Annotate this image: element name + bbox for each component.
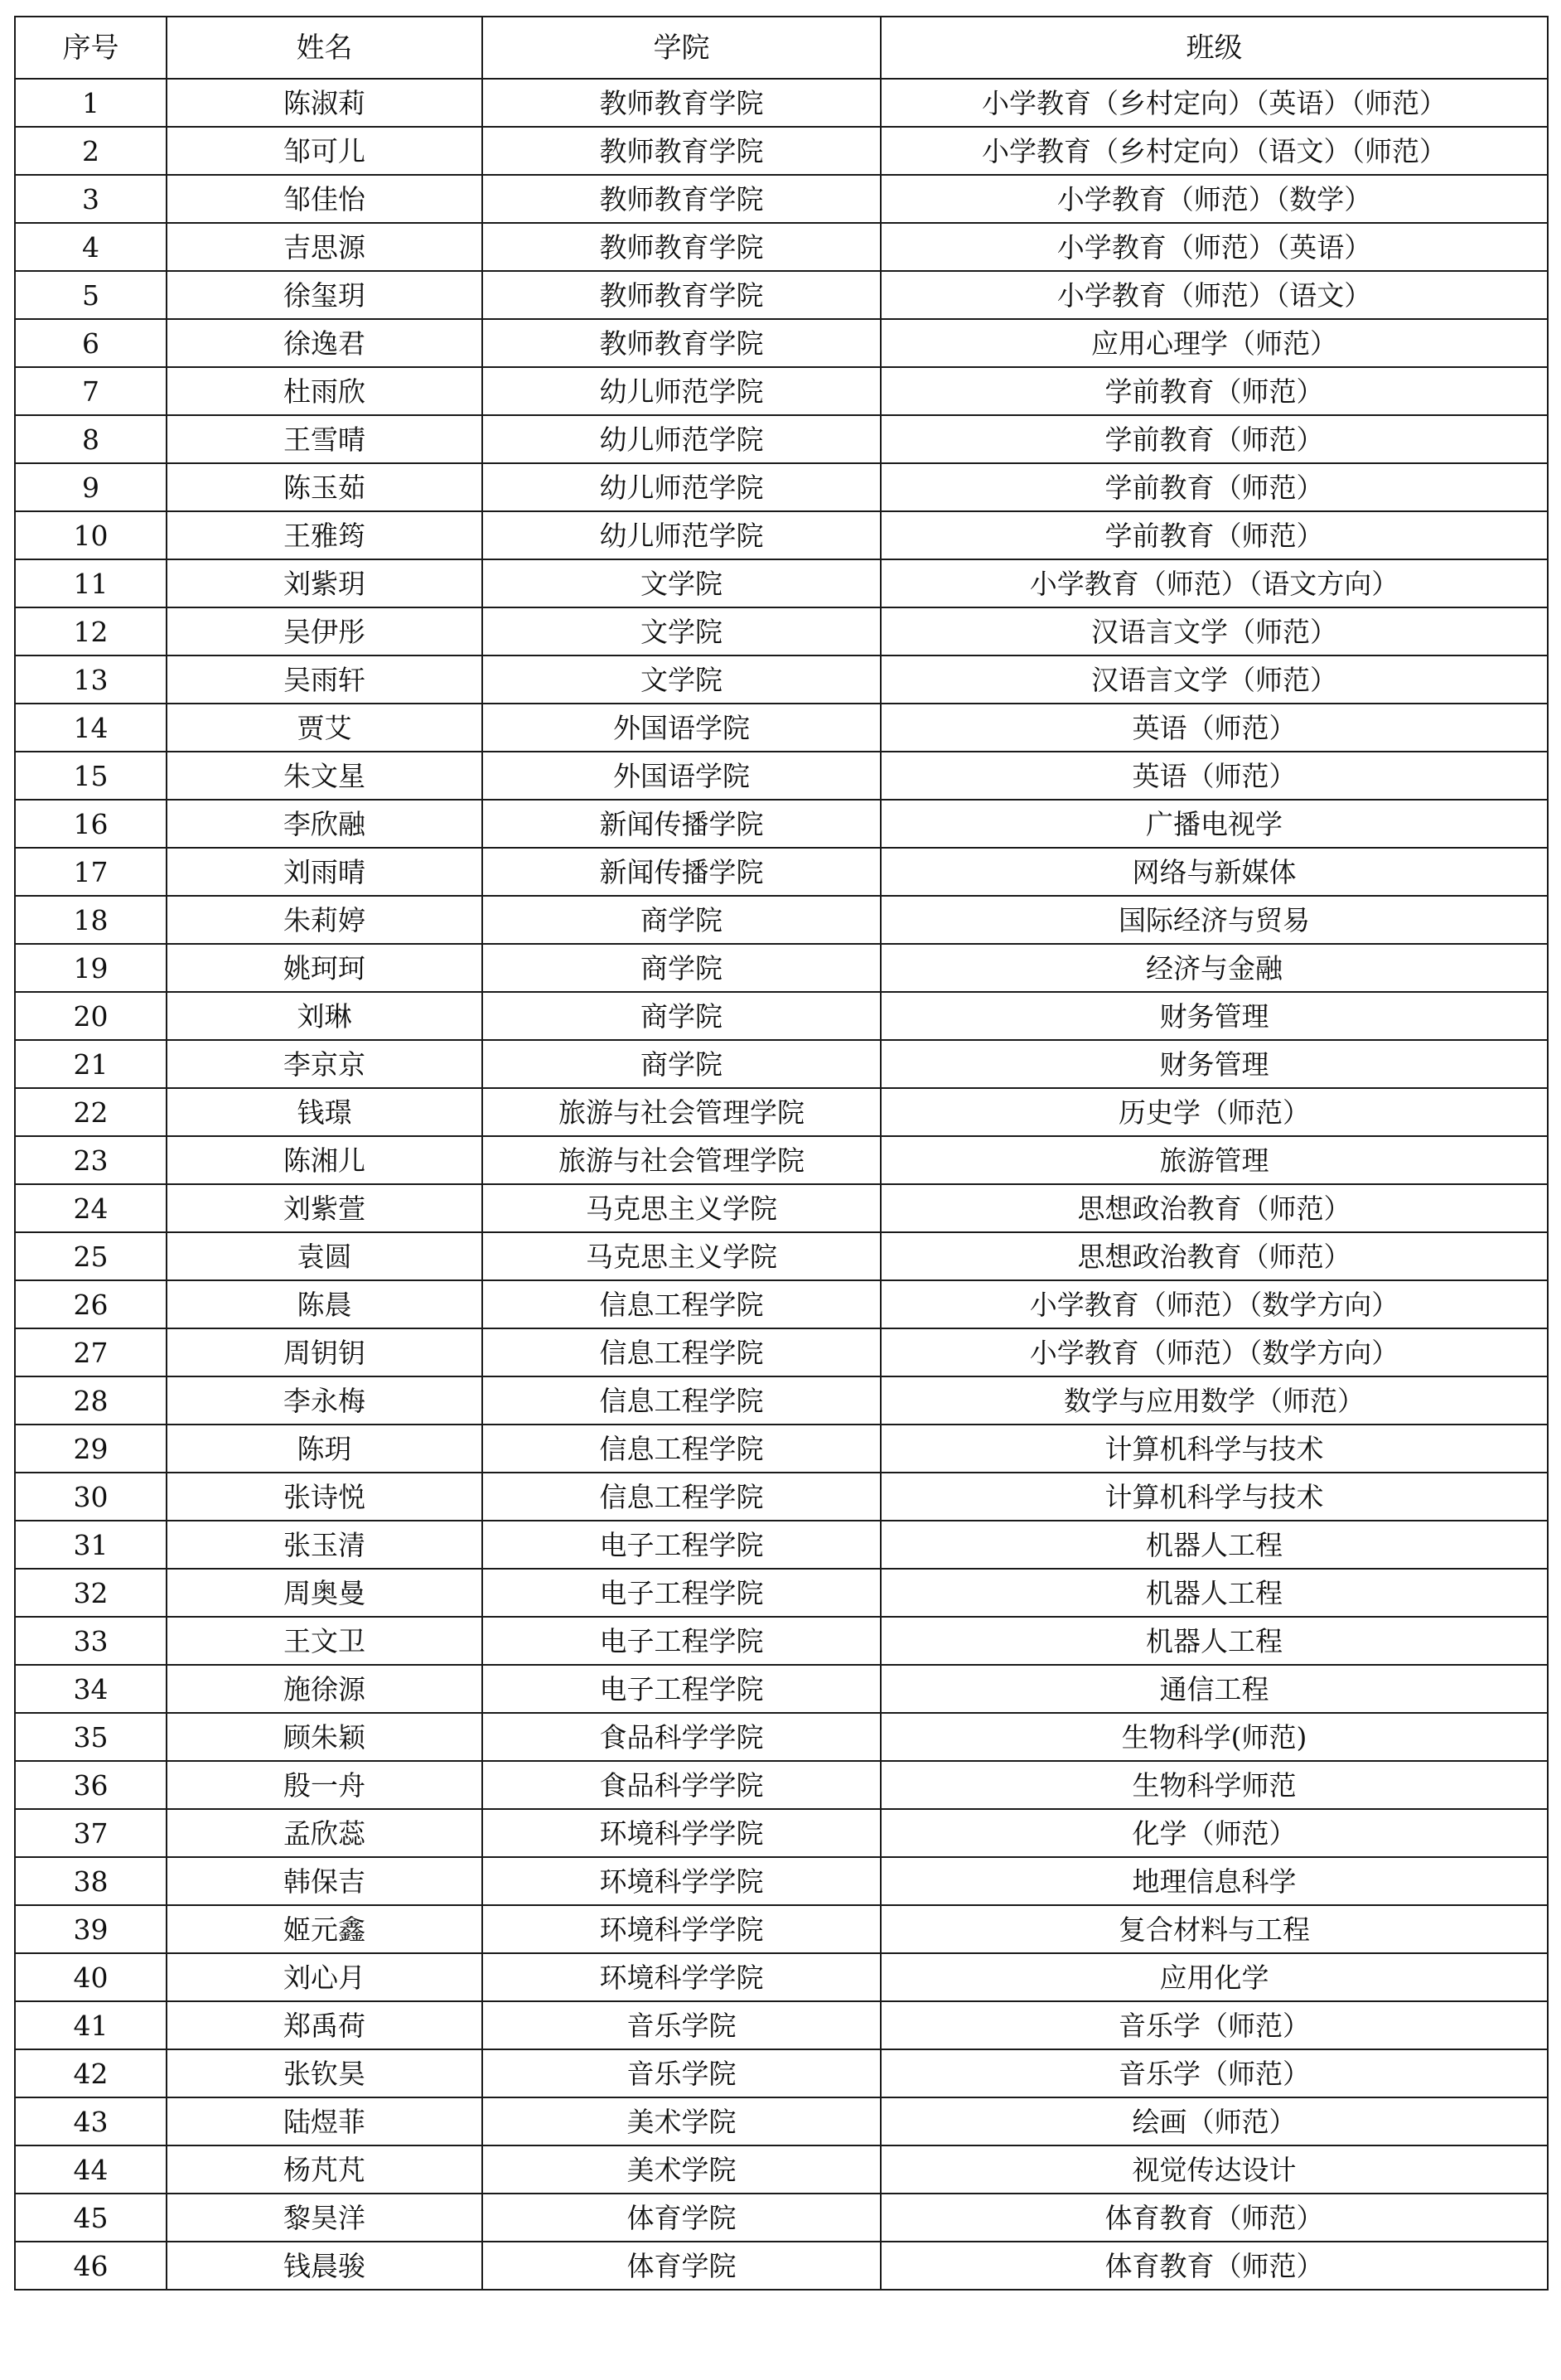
cell-name: 刘雨晴 [167, 848, 482, 896]
cell-name: 王文卫 [167, 1617, 482, 1665]
cell-index: 29 [15, 1425, 167, 1473]
cell-class: 小学教育（乡村定向）（英语）（师范） [881, 79, 1548, 127]
table-row [15, 1857, 1548, 1905]
cell-name: 周奥曼 [167, 1569, 482, 1617]
cell-index: 3 [15, 175, 167, 223]
cell-class: 化学（师范） [881, 1809, 1548, 1857]
cell-college: 商学院 [482, 992, 881, 1040]
cell-class: 学前教育（师范） [881, 463, 1548, 511]
cell-college: 信息工程学院 [482, 1328, 881, 1376]
cell-index: 25 [15, 1232, 167, 1280]
table-row [15, 511, 1548, 559]
cell-name: 陈晨 [167, 1280, 482, 1328]
header-name: 姓名 [167, 17, 482, 79]
table-row [15, 175, 1548, 223]
header-row [15, 17, 1548, 79]
cell-class: 学前教育（师范） [881, 511, 1548, 559]
header-index: 序号 [15, 17, 167, 79]
cell-name: 施徐源 [167, 1665, 482, 1713]
cell-college: 信息工程学院 [482, 1425, 881, 1473]
cell-college: 电子工程学院 [482, 1569, 881, 1617]
cell-name: 徐逸君 [167, 319, 482, 367]
cell-college: 马克思主义学院 [482, 1232, 881, 1280]
cell-class: 通信工程 [881, 1665, 1548, 1713]
cell-index: 6 [15, 319, 167, 367]
cell-class: 地理信息科学 [881, 1857, 1548, 1905]
cell-index: 40 [15, 1953, 167, 2001]
cell-college: 美术学院 [482, 2097, 881, 2145]
cell-name: 陈玉茹 [167, 463, 482, 511]
cell-class: 绘画（师范） [881, 2097, 1548, 2145]
table-row [15, 992, 1548, 1040]
cell-class: 广播电视学 [881, 800, 1548, 848]
cell-college: 幼儿师范学院 [482, 511, 881, 559]
cell-college: 旅游与社会管理学院 [482, 1136, 881, 1184]
table-row [15, 704, 1548, 752]
cell-name: 朱文星 [167, 752, 482, 800]
cell-name: 韩保吉 [167, 1857, 482, 1905]
cell-index: 35 [15, 1713, 167, 1761]
cell-index: 41 [15, 2001, 167, 2049]
cell-class: 小学教育（师范）（语文方向） [881, 559, 1548, 607]
cell-college: 信息工程学院 [482, 1376, 881, 1425]
cell-index: 26 [15, 1280, 167, 1328]
cell-class: 视觉传达设计 [881, 2145, 1548, 2194]
cell-index: 34 [15, 1665, 167, 1713]
cell-index: 17 [15, 848, 167, 896]
cell-index: 43 [15, 2097, 167, 2145]
cell-name: 徐玺玥 [167, 271, 482, 319]
cell-class: 英语（师范） [881, 704, 1548, 752]
cell-class: 音乐学（师范） [881, 2001, 1548, 2049]
cell-index: 20 [15, 992, 167, 1040]
table-row [15, 271, 1548, 319]
cell-class: 体育教育（师范） [881, 2242, 1548, 2290]
table-row [15, 1761, 1548, 1809]
cell-college: 信息工程学院 [482, 1280, 881, 1328]
table-row [15, 2242, 1548, 2290]
cell-name: 李永梅 [167, 1376, 482, 1425]
table-row [15, 1905, 1548, 1953]
header-college: 学院 [482, 17, 881, 79]
cell-index: 45 [15, 2194, 167, 2242]
cell-name: 杜雨欣 [167, 367, 482, 415]
cell-index: 22 [15, 1088, 167, 1136]
table-row [15, 1184, 1548, 1232]
cell-index: 5 [15, 271, 167, 319]
cell-index: 7 [15, 367, 167, 415]
cell-name: 袁圆 [167, 1232, 482, 1280]
cell-class: 历史学（师范） [881, 1088, 1548, 1136]
cell-name: 刘心月 [167, 1953, 482, 2001]
cell-index: 15 [15, 752, 167, 800]
cell-index: 11 [15, 559, 167, 607]
cell-class: 小学教育（师范）（英语） [881, 223, 1548, 271]
cell-college: 外国语学院 [482, 704, 881, 752]
cell-class: 小学教育（师范）（数学方向） [881, 1328, 1548, 1376]
cell-class: 应用心理学（师范） [881, 319, 1548, 367]
cell-class: 复合材料与工程 [881, 1905, 1548, 1953]
cell-index: 24 [15, 1184, 167, 1232]
cell-college: 旅游与社会管理学院 [482, 1088, 881, 1136]
table-header [15, 17, 1548, 79]
cell-name: 吴雨轩 [167, 655, 482, 704]
cell-college: 体育学院 [482, 2194, 881, 2242]
table-row [15, 415, 1548, 463]
cell-college: 电子工程学院 [482, 1665, 881, 1713]
cell-name: 邹可儿 [167, 127, 482, 175]
cell-college: 环境科学学院 [482, 1857, 881, 1905]
cell-index: 36 [15, 1761, 167, 1809]
table-row [15, 1136, 1548, 1184]
cell-college: 教师教育学院 [482, 319, 881, 367]
table-row [15, 559, 1548, 607]
cell-college: 新闻传播学院 [482, 848, 881, 896]
cell-index: 28 [15, 1376, 167, 1425]
cell-name: 张钦昊 [167, 2049, 482, 2097]
student-roster-table [14, 16, 1549, 2291]
cell-college: 商学院 [482, 1040, 881, 1088]
cell-college: 商学院 [482, 896, 881, 944]
cell-class: 小学教育（师范）（数学方向） [881, 1280, 1548, 1328]
cell-name: 陈玥 [167, 1425, 482, 1473]
cell-name: 吉思源 [167, 223, 482, 271]
table-row [15, 2097, 1548, 2145]
table-body [15, 79, 1548, 2290]
cell-class: 小学教育（师范）（数学） [881, 175, 1548, 223]
cell-class: 机器人工程 [881, 1569, 1548, 1617]
cell-name: 钱晨骏 [167, 2242, 482, 2290]
cell-college: 外国语学院 [482, 752, 881, 800]
cell-name: 李京京 [167, 1040, 482, 1088]
cell-class: 应用化学 [881, 1953, 1548, 2001]
cell-name: 黎昊洋 [167, 2194, 482, 2242]
cell-index: 44 [15, 2145, 167, 2194]
table-row [15, 1040, 1548, 1088]
cell-college: 音乐学院 [482, 2049, 881, 2097]
table-row [15, 1569, 1548, 1617]
table-row [15, 1473, 1548, 1521]
cell-index: 1 [15, 79, 167, 127]
cell-class: 机器人工程 [881, 1617, 1548, 1665]
table-row [15, 1713, 1548, 1761]
cell-college: 电子工程学院 [482, 1521, 881, 1569]
cell-name: 张诗悦 [167, 1473, 482, 1521]
cell-class: 学前教育（师范） [881, 415, 1548, 463]
cell-class: 汉语言文学（师范） [881, 655, 1548, 704]
cell-college: 教师教育学院 [482, 175, 881, 223]
cell-college: 教师教育学院 [482, 223, 881, 271]
table-row [15, 2049, 1548, 2097]
cell-index: 12 [15, 607, 167, 655]
cell-class: 旅游管理 [881, 1136, 1548, 1184]
cell-index: 8 [15, 415, 167, 463]
table-row [15, 655, 1548, 704]
cell-name: 朱莉婷 [167, 896, 482, 944]
cell-class: 小学教育（师范）（语文） [881, 271, 1548, 319]
table-row [15, 127, 1548, 175]
cell-class: 计算机科学与技术 [881, 1473, 1548, 1521]
table-row [15, 1088, 1548, 1136]
table-row [15, 896, 1548, 944]
cell-index: 32 [15, 1569, 167, 1617]
cell-name: 殷一舟 [167, 1761, 482, 1809]
cell-class: 学前教育（师范） [881, 367, 1548, 415]
cell-name: 吴伊彤 [167, 607, 482, 655]
table-row [15, 2194, 1548, 2242]
cell-name: 刘琳 [167, 992, 482, 1040]
cell-name: 孟欣蕊 [167, 1809, 482, 1857]
cell-index: 27 [15, 1328, 167, 1376]
cell-class: 生物科学(师范) [881, 1713, 1548, 1761]
cell-index: 21 [15, 1040, 167, 1088]
cell-name: 贾艾 [167, 704, 482, 752]
cell-index: 14 [15, 704, 167, 752]
table-row [15, 1665, 1548, 1713]
table-row [15, 2145, 1548, 2194]
cell-college: 食品科学学院 [482, 1761, 881, 1809]
cell-index: 37 [15, 1809, 167, 1857]
cell-class: 音乐学（师范） [881, 2049, 1548, 2097]
cell-college: 食品科学学院 [482, 1713, 881, 1761]
table-row [15, 2001, 1548, 2049]
cell-college: 电子工程学院 [482, 1617, 881, 1665]
table-row [15, 1232, 1548, 1280]
cell-index: 16 [15, 800, 167, 848]
cell-name: 姚珂珂 [167, 944, 482, 992]
cell-college: 教师教育学院 [482, 127, 881, 175]
cell-name: 张玉清 [167, 1521, 482, 1569]
cell-index: 9 [15, 463, 167, 511]
cell-college: 文学院 [482, 559, 881, 607]
cell-class: 思想政治教育（师范） [881, 1184, 1548, 1232]
table-row [15, 79, 1548, 127]
table-row [15, 1953, 1548, 2001]
cell-college: 教师教育学院 [482, 271, 881, 319]
cell-college: 文学院 [482, 607, 881, 655]
cell-college: 体育学院 [482, 2242, 881, 2290]
cell-name: 陈湘儿 [167, 1136, 482, 1184]
cell-class: 网络与新媒体 [881, 848, 1548, 896]
cell-college: 幼儿师范学院 [482, 463, 881, 511]
table-row [15, 1521, 1548, 1569]
table-row [15, 752, 1548, 800]
cell-class: 计算机科学与技术 [881, 1425, 1548, 1473]
table-row [15, 1617, 1548, 1665]
cell-index: 2 [15, 127, 167, 175]
cell-index: 10 [15, 511, 167, 559]
cell-index: 33 [15, 1617, 167, 1665]
cell-college: 马克思主义学院 [482, 1184, 881, 1232]
cell-name: 顾朱颖 [167, 1713, 482, 1761]
cell-index: 23 [15, 1136, 167, 1184]
table-row [15, 319, 1548, 367]
table-row [15, 463, 1548, 511]
cell-name: 邹佳怡 [167, 175, 482, 223]
cell-college: 美术学院 [482, 2145, 881, 2194]
cell-college: 教师教育学院 [482, 79, 881, 127]
cell-index: 18 [15, 896, 167, 944]
table-row [15, 800, 1548, 848]
cell-college: 商学院 [482, 944, 881, 992]
table-row [15, 848, 1548, 896]
table-row [15, 944, 1548, 992]
table-row [15, 1376, 1548, 1425]
cell-college: 文学院 [482, 655, 881, 704]
cell-name: 郑禹荷 [167, 2001, 482, 2049]
cell-name: 王雅筠 [167, 511, 482, 559]
cell-index: 19 [15, 944, 167, 992]
cell-class: 数学与应用数学（师范） [881, 1376, 1548, 1425]
cell-index: 4 [15, 223, 167, 271]
cell-class: 生物科学师范 [881, 1761, 1548, 1809]
table-row [15, 1328, 1548, 1376]
cell-class: 机器人工程 [881, 1521, 1548, 1569]
cell-college: 音乐学院 [482, 2001, 881, 2049]
cell-name: 杨芃芃 [167, 2145, 482, 2194]
cell-class: 体育教育（师范） [881, 2194, 1548, 2242]
table-row [15, 367, 1548, 415]
cell-class: 经济与金融 [881, 944, 1548, 992]
cell-name: 刘紫玥 [167, 559, 482, 607]
table-row [15, 223, 1548, 271]
cell-index: 46 [15, 2242, 167, 2290]
cell-college: 环境科学学院 [482, 1953, 881, 2001]
cell-index: 38 [15, 1857, 167, 1905]
cell-name: 刘紫萱 [167, 1184, 482, 1232]
cell-college: 幼儿师范学院 [482, 367, 881, 415]
cell-name: 陈淑莉 [167, 79, 482, 127]
cell-name: 王雪晴 [167, 415, 482, 463]
header-class: 班级 [881, 17, 1548, 79]
table-row [15, 1809, 1548, 1857]
cell-class: 国际经济与贸易 [881, 896, 1548, 944]
cell-name: 周钥钥 [167, 1328, 482, 1376]
cell-class: 汉语言文学（师范） [881, 607, 1548, 655]
cell-college: 环境科学学院 [482, 1809, 881, 1857]
cell-college: 环境科学学院 [482, 1905, 881, 1953]
cell-index: 13 [15, 655, 167, 704]
cell-index: 42 [15, 2049, 167, 2097]
cell-name: 钱璟 [167, 1088, 482, 1136]
table-row [15, 607, 1548, 655]
table-row [15, 1280, 1548, 1328]
cell-college: 信息工程学院 [482, 1473, 881, 1521]
cell-class: 财务管理 [881, 1040, 1548, 1088]
cell-name: 李欣融 [167, 800, 482, 848]
cell-college: 新闻传播学院 [482, 800, 881, 848]
cell-index: 39 [15, 1905, 167, 1953]
cell-class: 英语（师范） [881, 752, 1548, 800]
cell-index: 31 [15, 1521, 167, 1569]
cell-name: 陆煜菲 [167, 2097, 482, 2145]
cell-class: 小学教育（乡村定向）（语文）（师范） [881, 127, 1548, 175]
table-row [15, 1425, 1548, 1473]
cell-class: 思想政治教育（师范） [881, 1232, 1548, 1280]
cell-class: 财务管理 [881, 992, 1548, 1040]
cell-college: 幼儿师范学院 [482, 415, 881, 463]
cell-name: 姬元鑫 [167, 1905, 482, 1953]
cell-index: 30 [15, 1473, 167, 1521]
